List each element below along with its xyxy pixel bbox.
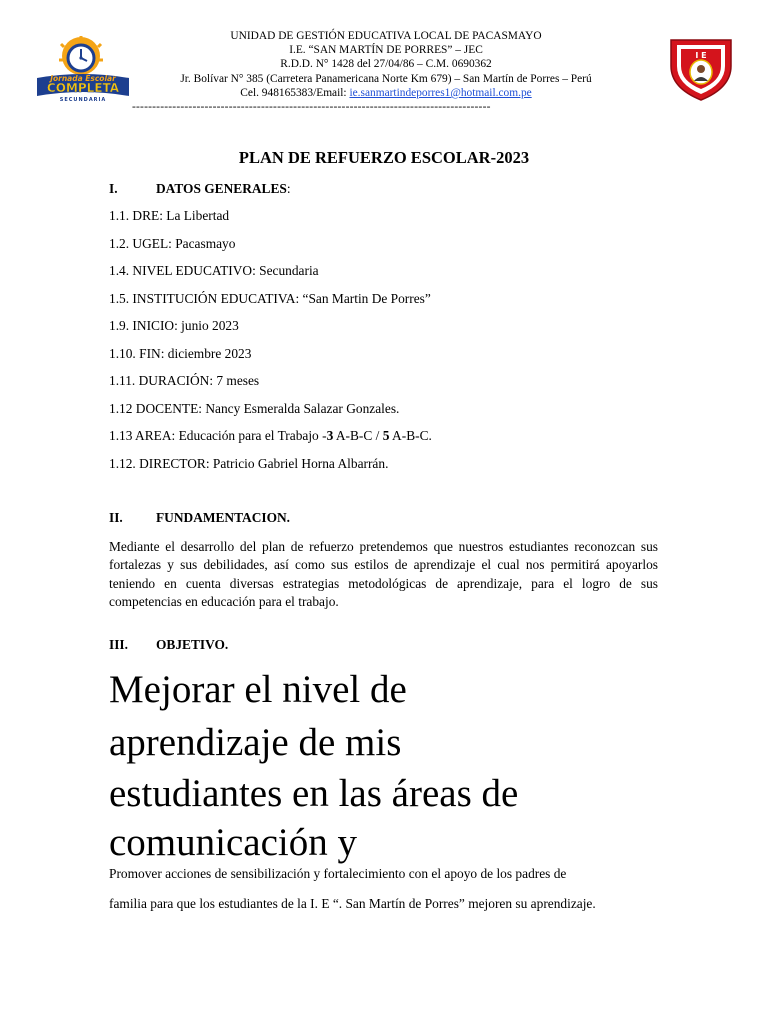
- section-1-number: I.: [109, 181, 118, 196]
- item-institucion: [109, 291, 431, 307]
- item-ugel-key: 1.2. UGEL: [109, 236, 169, 251]
- item-nivel: [109, 263, 319, 279]
- shield-letters: I E: [695, 51, 707, 60]
- document-title: PLAN DE REFUERZO ESCOLAR-2023: [238, 148, 530, 167]
- header-line-rdd: R.D.D. N° 1428 del 27/04/86 – C.M. 0690362: [280, 58, 492, 71]
- school-shield-logo: [667, 36, 735, 102]
- header-line-address: Jr. Bolívar N° 385 (Carretera Panamericana Norte Km 679) – San Martín de Porres – Perú: [180, 72, 592, 85]
- section-3-number: III.: [109, 637, 128, 652]
- item-area-grade-1: 3: [326, 428, 334, 443]
- item-duracion-key: 1.11. DURACIÓN: [109, 373, 210, 388]
- jornada-escolar-completa-logo: [33, 36, 133, 104]
- item-area-sections-2: A-B-C.: [389, 428, 432, 443]
- section-2-heading: [109, 510, 290, 526]
- section-1-colon: :: [286, 181, 291, 196]
- contact-phone: Cel. 948165383/Email:: [240, 86, 350, 99]
- section-1-label: DATOS GENERALES: [156, 181, 287, 196]
- logo-main-text: COMPLETA: [46, 81, 120, 95]
- objective-large-line-1: Mejorar el nivel de: [109, 668, 407, 711]
- item-area-key: 1.13 AREA: [109, 428, 172, 443]
- institution-header: [130, 29, 642, 100]
- item-duracion-value: : 7 meses: [209, 373, 260, 388]
- item-area: [109, 428, 432, 444]
- item-fin-key: 1.10. FIN: [109, 346, 161, 361]
- section-2-label: FUNDAMENTACION.: [156, 510, 291, 525]
- email-link[interactable]: ie.sanmartindeporres1@hotmail.com.pe: [349, 86, 532, 99]
- item-duracion: [109, 373, 259, 389]
- item-fin-value: : diciembre 2023: [160, 346, 252, 361]
- item-dre-value: : La Libertad: [159, 208, 230, 223]
- item-director-value: : Patricio Gabriel Horna Albarrán.: [205, 456, 389, 471]
- objective-large-line-4: comunicación y: [109, 821, 357, 864]
- item-docente-key: 1.12 DOCENTE: [109, 401, 199, 416]
- objective-large-line-2: aprendizaje de mis: [109, 721, 402, 764]
- item-institucion-key: 1.5. INSTITUCIÓN EDUCATIVA: [109, 291, 296, 306]
- section-1-heading: [109, 181, 291, 197]
- item-fin: [109, 346, 251, 362]
- header-line-contact: [130, 86, 642, 100]
- logo-top-text: Jornada Escolar: [50, 74, 116, 83]
- item-ugel: [109, 236, 235, 252]
- item-docente-value: : Nancy Esmeralda Salazar Gonzales.: [198, 401, 400, 416]
- section-2-number: II.: [109, 510, 123, 525]
- header-separator: -----------------------------------------------------------------------------------------: [132, 101, 491, 113]
- logo-sub-text: SECUNDARIA: [59, 97, 107, 103]
- item-ugel-value: : Pacasmayo: [168, 236, 236, 251]
- item-director: [109, 456, 388, 472]
- item-nivel-key: 1.4. NIVEL EDUCATIVO: [109, 263, 253, 278]
- objective-line-1: Promover acciones de sensibilización y fortalecimiento con el apoyo de los padres de: [109, 866, 567, 881]
- section-3-heading: [109, 637, 228, 653]
- item-inicio-value: : junio 2023: [174, 318, 239, 333]
- item-area-grade-2: 5: [382, 428, 390, 443]
- header-line-ugel: UNIDAD DE GESTIÓN EDUCATIVA LOCAL DE PACASMAYO: [230, 30, 542, 42]
- fundamentacion-paragraph: Mediante el desarrollo del plan de refuerzo pretendemos que nuestros estudiantes reconozcan sus fortalezas y sus debilidades, así como sus estilos de aprendizaje el cual nos permitirá apoyarlos teniendo en cuenta diversas estrategias metodológicas de aprendizaje, para el logro de sus competencias en educación para el trabajo.: [109, 539, 658, 610]
- item-area-sections-1: A-B-C /: [333, 428, 383, 443]
- item-dre-key: 1.1. DRE: [109, 208, 160, 223]
- item-inicio-key: 1.9. INICIO: [109, 318, 175, 333]
- objective-large-line-3: estudiantes en las áreas de: [109, 772, 519, 815]
- item-institucion-value: : “San Martin De Porres”: [295, 291, 431, 306]
- section-3-label: OBJETIVO.: [156, 637, 229, 652]
- item-director-key: 1.12. DIRECTOR: [109, 456, 206, 471]
- item-nivel-value: : Secundaria: [252, 263, 319, 278]
- item-docente: [109, 401, 399, 417]
- item-area-value: : Educación para el Trabajo -: [171, 428, 327, 443]
- item-inicio: [109, 318, 239, 334]
- item-dre: [109, 208, 229, 224]
- objective-paragraph: familia para que los estudiantes de la I. E “. San Martín de Porres” mejoren su aprendizaje.: [109, 896, 596, 911]
- header-line-ie: I.E. “SAN MARTÍN DE PORRES” – JEC: [289, 44, 483, 57]
